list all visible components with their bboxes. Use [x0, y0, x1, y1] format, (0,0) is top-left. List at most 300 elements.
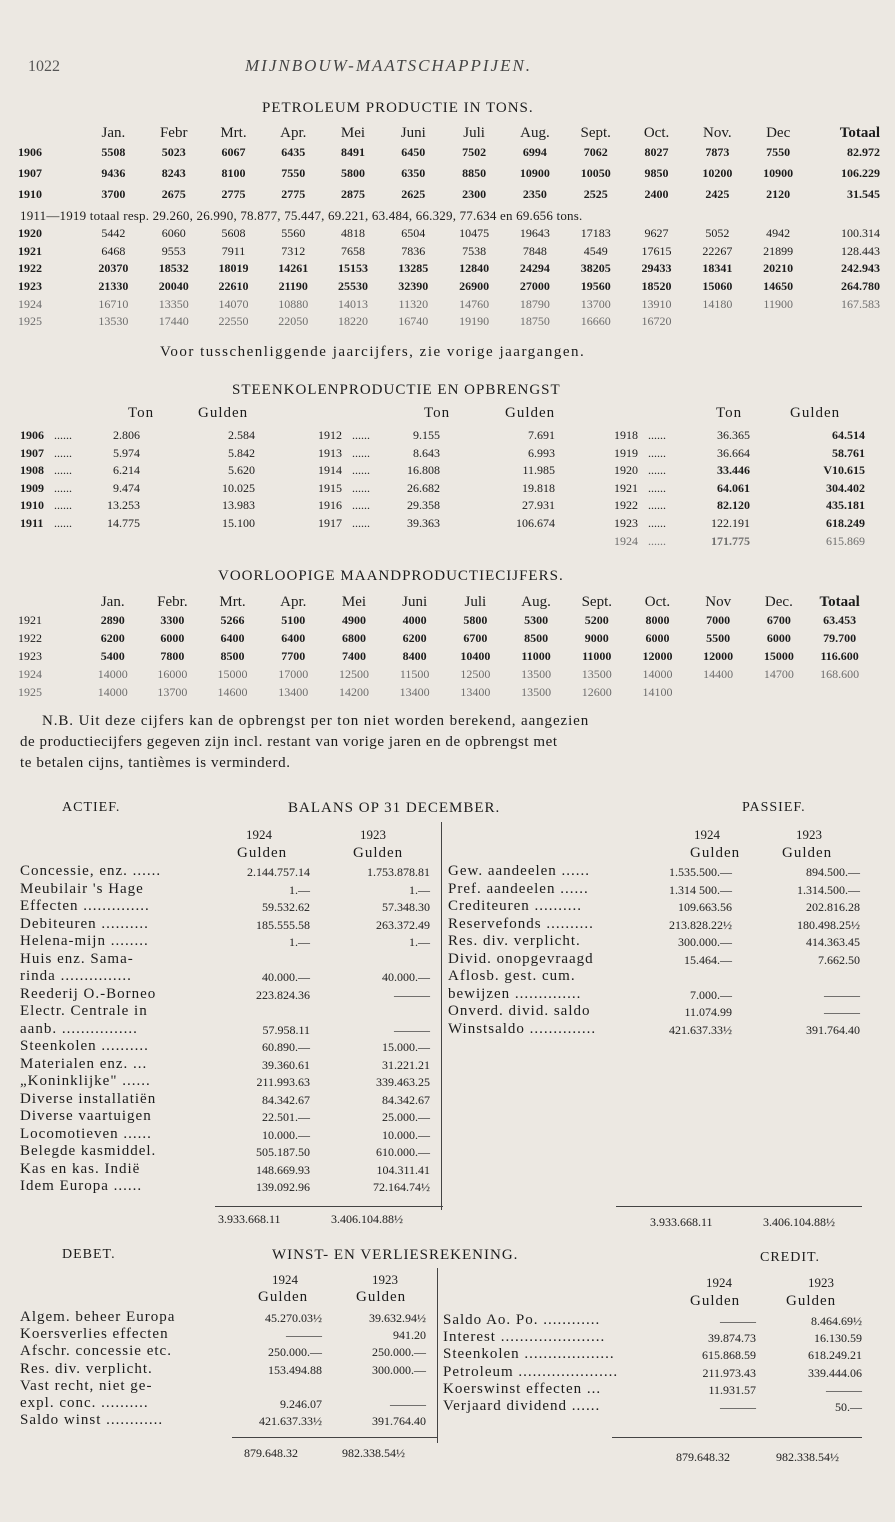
passief-item-value-a: 1.314 500.—	[669, 882, 732, 897]
petroleum-cell: 264.780	[841, 279, 880, 294]
petroleum-cell: 16660	[580, 314, 611, 329]
voorloopige-cell: 11500	[399, 666, 430, 681]
balans-actief-total-rule	[215, 1206, 443, 1207]
petroleum-cell: 7312	[281, 243, 306, 258]
voorloopige-cell: 6000	[766, 631, 791, 646]
petroleum-cell: 13910	[641, 296, 672, 311]
steenkolen-ton: 171.775	[711, 533, 750, 548]
petroleum-col-header: Oct.	[643, 124, 670, 141]
actief-item-value-a: 185.555.58	[256, 917, 310, 932]
steenkolen-gulden: V10.615	[823, 463, 865, 478]
steenkolen-leader: ......	[54, 463, 72, 478]
steenkolen-leader: ......	[352, 445, 370, 460]
steenkolen-gulden: 6.993	[528, 445, 555, 460]
voorloopige-row-year: 1922	[18, 631, 42, 646]
petroleum-cell: 7550	[766, 145, 791, 159]
actief-item-value-b: 57.348.30	[382, 900, 430, 914]
voorloopige-col-header: Dec.	[764, 593, 793, 610]
balans-passief-total-a: 3.933.668.11	[650, 1215, 713, 1229]
passief-item-label: Reservefonds ..........	[448, 915, 594, 932]
petroleum-cell: 5442	[101, 226, 126, 241]
credit-item-value-b: ———	[826, 1382, 862, 1397]
petroleum-cell: 16710	[98, 296, 129, 311]
steenkolen-leader: ......	[352, 516, 370, 530]
petroleum-table-later	[18, 225, 880, 331]
winst-debet-heading: DEBET.	[62, 1247, 116, 1262]
steenkolen-leader: ......	[648, 498, 666, 513]
petroleum-cell: 7848	[522, 243, 547, 258]
actief-item-value-b: 15.000.—	[382, 1040, 430, 1054]
actief-item-label: Meubilair 's Hage	[20, 880, 144, 897]
petroleum-row-year: 1924	[18, 296, 42, 311]
petroleum-cell: 7062	[583, 145, 608, 159]
steenkolen-title: STEENKOLENPRODUCTIE EN OPBRENGST	[232, 382, 561, 398]
petroleum-cell: 22610	[218, 279, 249, 294]
debet-item-label: expl. conc. ..........	[20, 1395, 149, 1411]
actief-item-value-b: 72.164.74½	[373, 1180, 430, 1194]
voorloopige-cell	[809, 683, 870, 701]
balans-passief-year-a: 1924	[694, 827, 720, 842]
voorloopige-cell: 16000	[157, 666, 188, 681]
voorloopige-title: VOORLOOPIGE MAANDPRODUCTIECIJFERS.	[218, 568, 564, 584]
actief-item-label: aanb. ................	[20, 1020, 138, 1037]
voorloopige-table	[18, 592, 870, 701]
petroleum-cell: 9553	[161, 243, 186, 258]
petroleum-cell: 6468	[101, 243, 126, 258]
steenkolen-gulden: 11.985	[522, 463, 555, 478]
actief-item-value-b: ———	[394, 987, 430, 1002]
petroleum-cell: 11900	[763, 296, 793, 311]
debet-item-value-b: 300.000.—	[372, 1362, 426, 1377]
petroleum-row	[18, 278, 880, 296]
actief-item-label: Electr. Centrale in	[20, 1003, 148, 1019]
voorloopige-cell: 14000	[97, 684, 128, 699]
petroleum-col-header: Juli	[463, 124, 485, 141]
passief-item-value-a: 11.074.99	[684, 1005, 732, 1019]
credit-item-value-b: 8.464.69½	[811, 1314, 862, 1328]
debet-item-value-a: 250.000.—	[268, 1345, 322, 1360]
petroleum-table	[18, 124, 880, 205]
actief-item-label: Reederij O.-Borneo	[20, 985, 157, 1002]
winst-credit-unit-b: Gulden	[786, 1293, 837, 1309]
winst-credit-heading: CREDIT.	[760, 1250, 821, 1265]
actief-item-value-a: 40.000.—	[262, 970, 310, 984]
debet-item-value-b: ———	[390, 1397, 426, 1411]
petroleum-cell: 128.443	[841, 243, 880, 258]
petroleum-cell: 2120	[766, 187, 791, 201]
petroleum-row	[18, 243, 880, 261]
steenkolen-ton: 6.214	[113, 463, 140, 478]
voorloopige-cell: 8000	[645, 613, 670, 628]
actief-item-value-a: 59.532.62	[262, 900, 310, 914]
petroleum-cell: 7538	[462, 243, 487, 258]
voorloopige-col-header: Mrt.	[219, 593, 246, 610]
balans-divider	[441, 822, 442, 1210]
petroleum-col-header: Mei	[340, 124, 366, 141]
petroleum-cell: 3700	[101, 187, 126, 201]
voorloopige-row	[18, 648, 870, 666]
balans-passief-heading: PASSIEF.	[742, 800, 806, 815]
petroleum-cell: 2400	[644, 187, 669, 201]
petroleum-cell: 14760	[459, 296, 490, 311]
steenkolen-gulden: 5.620	[228, 463, 255, 478]
winst-debet-year-a: 1924	[272, 1272, 298, 1287]
voorloopige-cell: 5500	[706, 631, 731, 646]
petroleum-row	[18, 295, 880, 313]
petroleum-cell: 16740	[398, 314, 429, 329]
steenkolen-leader: ......	[648, 516, 666, 530]
petroleum-cell: 13285	[398, 261, 429, 276]
petroleum-cell: 5608	[221, 226, 246, 241]
passief-item-value-a: 15.464.—	[684, 952, 732, 967]
steenkolen-gulden: 27.931	[522, 498, 555, 513]
petroleum-cell: 12840	[459, 261, 490, 276]
voorloopige-cell: 12500	[338, 666, 369, 681]
balans-passief-unit-a: Gulden	[690, 845, 741, 861]
voorloopige-cell	[749, 683, 810, 701]
voorloopige-col-header: Mei	[341, 593, 367, 610]
petroleum-cell: 2875	[341, 187, 365, 201]
voorloopige-col-header: Totaal	[819, 593, 860, 610]
petroleum-col-header: Jan.	[101, 124, 126, 141]
voorloopige-cell: 5200	[584, 613, 609, 628]
voorloopige-cell: 13500	[581, 666, 612, 681]
petroleum-cell: 5800	[341, 166, 365, 180]
petroleum-cell: 18750	[519, 314, 550, 329]
actief-item-value-b: 25.000.—	[382, 1110, 430, 1124]
credit-item-label: Petroleum .....................	[443, 1363, 619, 1380]
steenkolen-ton: 36.365	[717, 428, 750, 442]
voorloopige-cell: 13500	[521, 684, 552, 699]
voorloopige-cell: 5266	[220, 613, 245, 628]
nb-line-3: te betalen cijns, tantièmes is verminderd.	[20, 755, 291, 771]
steenkolen-year: 1924	[614, 533, 638, 548]
passief-item-label: Crediteuren ..........	[448, 898, 583, 914]
balans-passief-total-b: 3.406.104.88½	[763, 1215, 835, 1229]
petroleum-col-header: Mrt.	[220, 124, 247, 141]
petroleum-cell: 18220	[338, 314, 368, 329]
steenkolen-year: 1911	[20, 516, 44, 530]
petroleum-cell: 6350	[401, 166, 426, 180]
voorloopige-cell: 12500	[460, 666, 491, 681]
petroleum-row-year: 1906	[18, 145, 42, 159]
steenkolen-year: 1908	[20, 463, 44, 478]
voorloopige-cell: 63.453	[823, 613, 857, 628]
steenkolen-ton: 122.191	[711, 516, 750, 530]
petroleum-cell: 11320	[398, 296, 429, 311]
steenkolen-leader: ......	[54, 428, 72, 442]
actief-item-value-b: 31.221.21	[382, 1057, 430, 1072]
petroleum-cell: 10900	[519, 166, 550, 180]
credit-item-label: Steenkolen ...................	[443, 1346, 615, 1363]
winst-credit-total-a: 879.648.32	[676, 1450, 730, 1464]
steenkolen-gulden: 304.402	[826, 480, 865, 495]
winst-debet-total-a: 879.648.32	[244, 1446, 298, 1460]
petroleum-row-year: 1922	[18, 261, 42, 276]
actief-item-value-b: 1.—	[409, 935, 430, 949]
voorloopige-cell	[688, 683, 749, 701]
steenkolen-year: 1922	[614, 498, 638, 513]
voorloopige-cell: 14400	[703, 666, 734, 681]
balans-title: BALANS OP 31 DECEMBER.	[288, 800, 501, 816]
petroleum-col-header: Aug.	[520, 124, 550, 141]
steenkolen-ton: 82.120	[717, 498, 750, 513]
steenkolen-year: 1918	[614, 428, 638, 442]
petroleum-note: Voor tusschenliggende jaarcijfers, zie vorige jaargangen.	[160, 344, 586, 360]
steenkolen-ton: 14.775	[107, 516, 140, 530]
petroleum-cell: 5508	[101, 145, 126, 159]
petroleum-cell: 82.972	[847, 145, 880, 159]
voorloopige-cell: 3300	[160, 613, 185, 628]
petroleum-cell: 18341	[702, 261, 733, 276]
steenkolen-gulden: 13.983	[222, 498, 255, 513]
voorloopige-col-header: Apr.	[280, 593, 307, 610]
petroleum-cell: 2775	[281, 187, 306, 201]
steenkolen-leader: ......	[648, 428, 666, 442]
actief-item-value-b: 40.000.—	[382, 970, 430, 984]
petroleum-cell: 100.314	[841, 226, 880, 241]
steenkolen-leader: ......	[352, 480, 370, 495]
actief-item-value-b: 104.311.41	[376, 1162, 430, 1177]
voorloopige-col-header: Juli	[464, 593, 487, 610]
passief-item-label: Gew. aandeelen ......	[448, 863, 591, 879]
petroleum-cell: 22267	[702, 243, 733, 258]
voorloopige-cell: 10400	[460, 648, 491, 663]
steenkolen-header-ton: Ton	[128, 405, 155, 421]
petroleum-cell: 7911	[221, 243, 246, 258]
actief-item-value-b: 84.342.67	[382, 1092, 430, 1107]
petroleum-totals-line: 1911—1919 totaal resp. 29.260, 26.990, 78.877, 75.447, 69.221, 63.484, 66.329, 77.634 en 69.656 tons.	[20, 208, 583, 223]
passief-item-value-b: 414.363.45	[806, 935, 860, 949]
voorloopige-cell: 6200	[100, 631, 125, 646]
steenkolen-gulden: 58.761	[832, 445, 865, 460]
petroleum-cell: 6994	[522, 145, 547, 159]
petroleum-cell: 22550	[218, 314, 249, 329]
petroleum-cell: 4818	[341, 226, 365, 241]
passief-item-value-a: 7.000.—	[690, 987, 732, 1002]
voorloopige-cell: 6400	[281, 631, 306, 646]
steenkolen-year: 1914	[318, 463, 342, 478]
petroleum-cell: 7502	[462, 145, 487, 159]
petroleum-cell: 6450	[401, 145, 426, 159]
credit-item-label: Verjaard dividend ......	[443, 1398, 601, 1414]
voorloopige-row-year: 1921	[18, 613, 42, 628]
passief-item-value-b: ———	[824, 1005, 860, 1019]
petroleum-cell: 17615	[641, 243, 672, 258]
voorloopige-cell: 13700	[157, 684, 188, 699]
petroleum-col-header: Juni	[400, 124, 426, 141]
credit-item-value-b: 50.—	[835, 1400, 862, 1414]
petroleum-cell: 10050	[580, 166, 611, 180]
petroleum-col-header: Totaal	[839, 124, 880, 141]
passief-item-label: Res. div. verplicht.	[448, 933, 581, 949]
petroleum-row	[18, 142, 880, 163]
voorloopige-cell: 12000	[642, 648, 673, 663]
winst-title: WINST- EN VERLIESREKENING.	[272, 1247, 519, 1263]
petroleum-cell: 6504	[401, 226, 426, 241]
passief-item-value-b: 391.764.40	[806, 1022, 860, 1037]
petroleum-cell: 18532	[158, 261, 189, 276]
steenkolen-gulden: 5.842	[228, 445, 255, 460]
actief-item-label: rinda ...............	[20, 968, 132, 984]
page-number: 1022	[28, 58, 60, 75]
winst-credit-total-b: 982.338.54½	[776, 1450, 839, 1464]
passief-item-value-b: 180.498.25½	[797, 917, 860, 932]
credit-item-value-b: 618.249.21	[808, 1348, 862, 1363]
voorloopige-row	[18, 665, 870, 683]
petroleum-col-header: Sept.	[580, 124, 611, 141]
petroleum-row-year: 1920	[18, 226, 42, 241]
steenkolen-year: 1906	[20, 428, 44, 442]
voorloopige-cell: 13500	[521, 666, 552, 681]
voorloopige-cell: 5400	[100, 648, 125, 663]
winst-credit-year-b: 1923	[808, 1275, 834, 1290]
voorloopige-cell: 6800	[341, 631, 366, 646]
petroleum-cell: 6435	[281, 145, 306, 159]
petroleum-cell: 2625	[401, 187, 426, 201]
petroleum-cell: 18019	[218, 261, 249, 276]
actief-item-label: Helena-mijn ........	[20, 933, 149, 949]
voorloopige-row-year: 1924	[18, 666, 42, 681]
passief-item-value-b: 202.816.28	[806, 900, 860, 914]
voorloopige-cell: 6000	[645, 631, 670, 646]
actief-item-value-b: 339.463.25	[376, 1075, 430, 1089]
actief-item-value-b: 610.000.—	[376, 1145, 430, 1159]
petroleum-cell: 14013	[338, 296, 368, 311]
petroleum-cell: 7836	[401, 243, 426, 258]
actief-item-value-b: ———	[394, 1022, 430, 1037]
actief-item-label: Diverse installatiën	[20, 1090, 157, 1107]
voorloopige-cell: 14000	[97, 666, 128, 681]
petroleum-cell: 6067	[221, 145, 246, 159]
petroleum-row	[18, 184, 880, 205]
steenkolen-gulden: 10.025	[222, 480, 255, 495]
steenkolen-ton: 29.358	[407, 498, 440, 513]
steenkolen-gulden: 615.869	[826, 533, 865, 548]
voorloopige-cell: 7700	[281, 648, 306, 663]
passief-item-value-b: 1.314.500.—	[797, 882, 860, 897]
steenkolen-year: 1907	[20, 445, 44, 460]
winst-debet-total-b: 982.338.54½	[342, 1446, 405, 1460]
debet-item-value-a: 421.637.33½	[259, 1414, 322, 1429]
petroleum-row-year: 1910	[18, 187, 42, 201]
voorloopige-corner	[18, 592, 83, 612]
petroleum-cell: 9627	[644, 226, 669, 241]
passief-item-value-a: 300.000.—	[678, 935, 732, 949]
steenkolen-ton: 8.643	[413, 445, 440, 460]
steenkolen-leader: ......	[648, 533, 666, 548]
debet-item-value-a: 9.246.07	[280, 1397, 322, 1411]
steenkolen-gulden: 7.691	[528, 428, 555, 442]
steenkolen-header-gulden: Gulden	[198, 405, 249, 421]
passief-item-value-a: 213.828.22½	[669, 917, 732, 932]
debet-item-value-b: 391.764.40	[372, 1414, 426, 1429]
passief-item-label: bewijzen ..............	[448, 985, 582, 1002]
steenkolen-year: 1913	[318, 445, 342, 460]
winst-credit-year-a: 1924	[706, 1275, 732, 1290]
passief-item-value-a: 109.663.56	[678, 900, 732, 914]
credit-item-value-a: ———	[720, 1314, 756, 1328]
credit-item-label: Saldo Ao. Po. ............	[443, 1312, 601, 1328]
actief-item-value-a: 1.—	[289, 935, 310, 949]
actief-item-label: Huis enz. Sama-	[20, 950, 134, 967]
debet-item-label: Res. div. verplicht.	[20, 1360, 153, 1377]
petroleum-cell: 9436	[101, 166, 126, 180]
winst-debet-total-rule	[232, 1437, 438, 1438]
petroleum-cell	[748, 313, 809, 331]
steenkolen-leader: ......	[54, 445, 72, 460]
actief-item-value-b: 10.000.—	[382, 1127, 430, 1142]
actief-item-label: Concessie, enz. ......	[20, 863, 162, 879]
voorloopige-row-year: 1925	[18, 684, 42, 699]
petroleum-cell: 9850	[644, 166, 669, 180]
petroleum-cell: 24294	[519, 261, 550, 276]
steenkolen-gulden: 435.181	[826, 498, 865, 513]
debet-item-value-b: 250.000.—	[372, 1345, 426, 1360]
steenkolen-leader: ......	[352, 463, 370, 478]
petroleum-cell: 19560	[580, 279, 611, 294]
actief-item-label: Effecten ..............	[20, 898, 150, 914]
petroleum-cell: 8850	[462, 166, 487, 180]
petroleum-cell: 242.943	[841, 261, 880, 276]
petroleum-cell: 8243	[161, 166, 186, 180]
steenkolen-gulden: 19.818	[522, 480, 555, 495]
voorloopige-col-header: Febr.	[157, 593, 188, 610]
steenkolen-year: 1917	[318, 516, 342, 530]
voorloopige-col-header: Oct.	[644, 593, 671, 610]
petroleum-cell: 18520	[641, 279, 672, 294]
petroleum-cell: 2525	[583, 187, 608, 201]
voorloopige-cell: 13400	[399, 684, 430, 699]
balans-actief-unit-a: Gulden	[237, 845, 288, 861]
petroleum-row	[18, 260, 880, 278]
petroleum-cell: 22050	[278, 314, 309, 329]
actief-item-label: Materialen enz. ...	[20, 1055, 148, 1072]
petroleum-cell: 7873	[705, 145, 730, 159]
actief-item-label: „Koninklijke" ......	[20, 1073, 151, 1089]
steenkolen-year: 1912	[318, 428, 342, 442]
nb-line-1: N.B. Uit deze cijfers kan de opbrengst per ton niet worden berekend, aangezien	[42, 713, 590, 729]
actief-item-label: Idem Europa ......	[20, 1178, 143, 1194]
actief-item-label: Kas en kas. Indië	[20, 1160, 141, 1177]
petroleum-cell: 17440	[158, 314, 189, 329]
steenkolen-leader: ......	[352, 428, 370, 442]
steenkolen-year: 1921	[614, 480, 638, 495]
steenkolen-leader: ......	[54, 516, 72, 530]
passief-item-label: Pref. aandeelen ......	[448, 880, 589, 897]
debet-item-value-a: ———	[286, 1328, 322, 1343]
petroleum-cell: 14650	[763, 279, 794, 294]
credit-item-value-a: ———	[720, 1400, 756, 1414]
actief-item-value-a: 2.144.757.14	[247, 865, 310, 879]
voorloopige-cell: 6000	[160, 631, 185, 646]
voorloopige-cell: 5100	[281, 613, 306, 628]
petroleum-cell: 19643	[519, 226, 550, 241]
credit-item-value-b: 339.444.06	[808, 1365, 862, 1380]
petroleum-header-row	[18, 124, 880, 142]
passief-item-label: Aflosb. gest. cum.	[448, 968, 576, 984]
balans-actief-unit-b: Gulden	[353, 845, 404, 861]
balans-actief-year-b: 1923	[360, 827, 386, 842]
actief-item-value-a: 22.501.—	[262, 1110, 310, 1124]
petroleum-row-year: 1925	[18, 314, 42, 329]
winst-credit-unit-a: Gulden	[690, 1293, 741, 1309]
voorloopige-cell: 4900	[341, 613, 366, 628]
winst-credit-total-rule	[612, 1437, 862, 1438]
petroleum-cell: 10900	[763, 166, 794, 180]
petroleum-cell: 10880	[278, 296, 309, 311]
voorloopige-row-year: 1923	[18, 648, 42, 663]
